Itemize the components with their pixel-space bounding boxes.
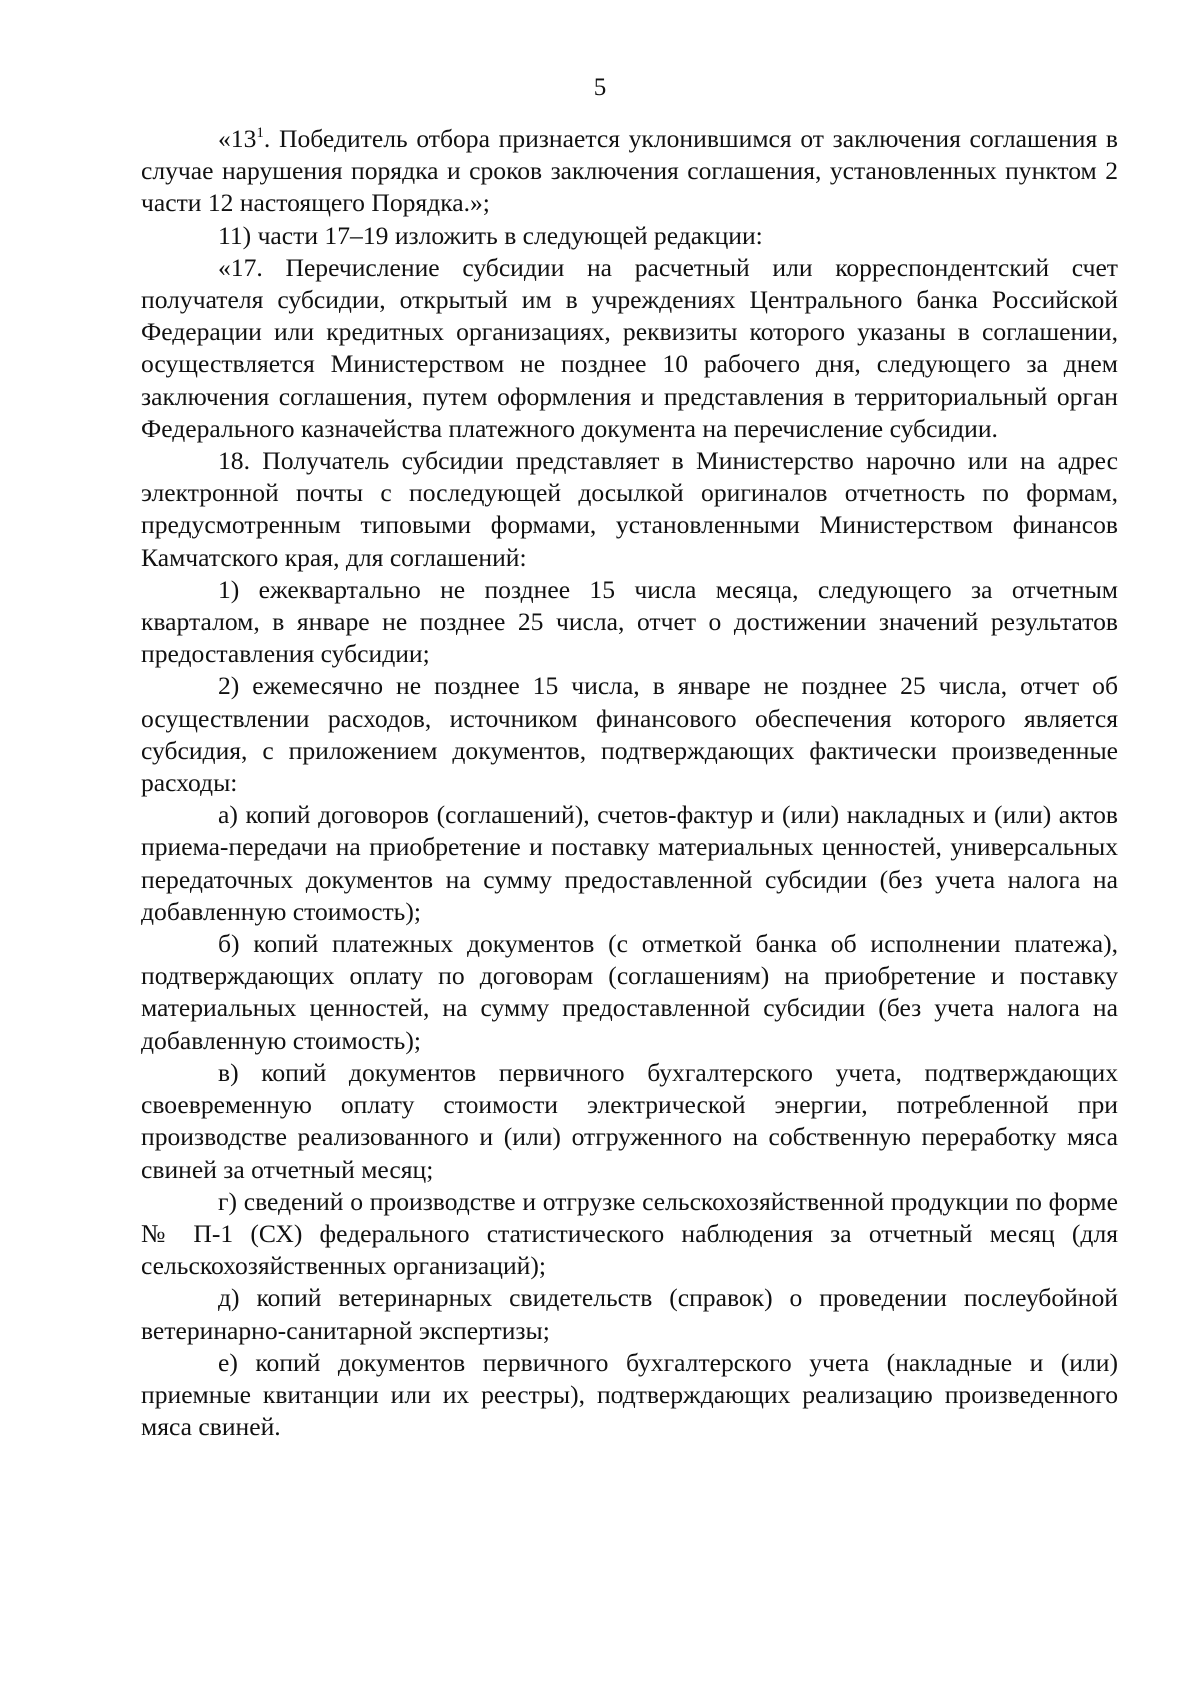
paragraph-text: . Победитель отбора признается уклонившимся от заключения соглашения в случае нарушения порядка и сроков заключения соглашения, установленных пунктом 2 части 12 настоящего Порядка.»; xyxy=(141,124,1118,218)
paragraph-item-11: 11) части 17–19 изложить в следующей редакции: xyxy=(218,220,763,250)
paragraph-subitem-e: е) копий документов первичного бухгалтерского учета (накладные и (или) приемные квитанции или их реестры), подтверждающих реализацию произведенного мяса свиней. xyxy=(141,1347,1118,1442)
paragraph-subitem-v: в) копий документов первичного бухгалтерского учета, подтверждающих своевременную оплату стоимости электрической энергии, потребленной при производстве реализованного и (или) отгруженного на собственную переработку мяса свиней за отчетный месяц; xyxy=(141,1057,1118,1184)
paragraph-subitem-d: д) копий ветеринарных свидетельств (справок) о проведении послеубойной ветеринарно-санитарной экспертизы; xyxy=(141,1283,1118,1345)
paragraph-subitem-a: а) копий договоров (соглашений), счетов-фактур и (или) накладных и (или) актов приема-передачи на приобретение и поставку материальных ценностей, универсальных передаточных документов на сумму предоставленной субсидии (без учета налога на добавленную стоимость); xyxy=(141,800,1118,926)
paragraph-18-item-1: 1) ежеквартально не позднее 15 числа месяца, следующего за отчетным кварталом, в январе не позднее 25 числа, отчет о достижении значений результатов предоставления субсидии; xyxy=(141,574,1118,669)
document-body xyxy=(141,123,1118,1443)
paragraph-13-1 xyxy=(141,123,1118,220)
paragraph-subitem-b: б) копий платежных документов (с отметкой банка об исполнении платежа), подтверждающих оплату по договорам (соглашениям) на приобретение и поставку материальных ценностей, на сумму предоставленной субсидии (без учета налога на добавленную стоимость); xyxy=(141,929,1118,1055)
paragraph-18: 18. Получатель субсидии представляет в Министерство нарочно или на адрес электронной почты с последующей досылкой оригиналов отчетность по формам, предусмотренным типовыми формами, установленными Министерством финансов Камчатского края, для соглашений: xyxy=(141,446,1118,572)
superscript-index: 1 xyxy=(256,125,264,141)
paragraph-18-item-2: 2) ежемесячно не позднее 15 числа, в январе не позднее 25 числа, отчет об осуществлении расходов, источником финансового обеспечения которого является субсидия, с приложением документов, подтверждающих фактически произведенные расходы: xyxy=(141,671,1118,798)
paragraph-17: «17. Перечисление субсидии на расчетный или корреспондентский счет получателя субсидии, открытый им в учреждениях Центрального банка Российской Федерации или кредитных организациях, реквизиты которого указаны в соглашении, осуществляется Министерством не позднее 10 рабочего дня, следующего за днем заключения соглашения, путем оформления и представления в территориальный орган Федерального казначейства платежного документа на перечисление субсидии. xyxy=(141,252,1118,443)
paragraph-subitem-g: г) сведений о производстве и отгрузке сельскохозяйственной продукции по форме № П-1 (СХ) федерального статистического наблюдения за отчетный месяц (для сельскохозяйственных организаций); xyxy=(141,1186,1118,1281)
page-number: 5 xyxy=(593,74,607,101)
paragraph-prefix: «13 xyxy=(218,124,257,153)
